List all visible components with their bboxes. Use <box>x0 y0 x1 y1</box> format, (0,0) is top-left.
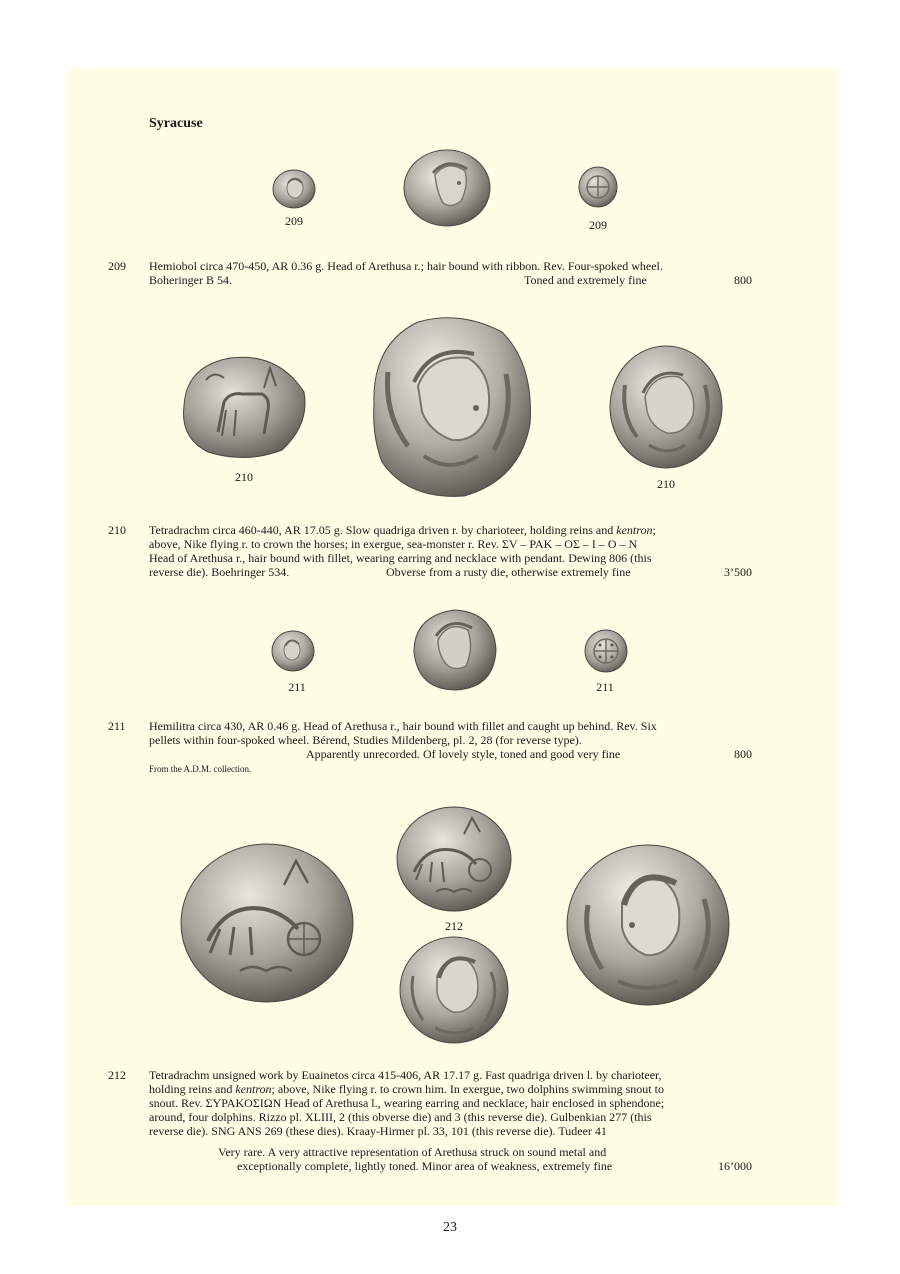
description-line: pellets within four-spoked wheel. Bérend, Studies Mildenberg, pl. 2, 28 (for reverse type). <box>149 733 582 747</box>
section-title: Syracuse <box>149 116 203 131</box>
estimate-price: 16’000 <box>718 1159 752 1173</box>
condition-text: Toned and extremely fine <box>524 273 647 287</box>
plate-label: 211 <box>596 680 614 694</box>
description-italic: kentron <box>616 523 653 537</box>
lot-description <box>149 1068 752 1138</box>
description-line: Head of Arethusa r., hair bound with fillet, wearing earring and necklace with pendant. Dewing 806 (this <box>149 551 652 565</box>
plate-label: 209 <box>285 214 303 228</box>
lot-number: 209 <box>108 259 126 273</box>
description-line: around, four dolphins. Rizzo pl. XLIII, 2 (this obverse die) and 3 (this reverse die). Gulbenkian 277 (this <box>149 1110 652 1124</box>
description-line: Hemiobol circa 470-450, AR 0.36 g. Head of Arethusa r.; hair bound with ribbon. Rev. Four-spoked wheel. <box>149 259 663 273</box>
description-line: Tetradrachm unsigned work by Euainetos circa 415-406, AR 17.17 g. Fast quadriga driven l. by charioteer, <box>149 1068 662 1082</box>
condition-text: exceptionally complete, lightly toned. Minor area of weakness, extremely fine <box>237 1159 613 1173</box>
coin-212-obverse-small <box>396 806 512 912</box>
estimate-price: 3’500 <box>724 565 752 579</box>
description-line: Hemilitra circa 430, AR 0.46 g. Head of Arethusa r., hair bound with fillet and caught up behind. Rev. Six <box>149 719 657 733</box>
coin-211-obverse-large <box>410 608 498 692</box>
coin-210-reverse-small <box>609 345 723 469</box>
coin-209-obverse-small <box>272 169 316 209</box>
lot-number: 212 <box>108 1068 126 1082</box>
plate-label: 210 <box>235 470 253 484</box>
description-text: holding reins and <box>149 1082 236 1096</box>
plate-label: 209 <box>589 218 607 232</box>
coin-210-obverse-quadriga <box>178 354 310 462</box>
description-line: reverse die). Boehringer 534. <box>149 565 290 579</box>
description-line <box>149 523 752 537</box>
coin-212-reverse-large <box>566 843 730 1007</box>
description-line: above, Nike flying r. to crown the horses; in exergue, sea-monster r. Rev. ΣV – PAK – OΣ – I – O – N <box>149 537 638 551</box>
lot-number: 211 <box>108 719 126 733</box>
condition-text: Very rare. A very attractive representation of Arethusa struck on sound metal and <box>218 1145 607 1159</box>
page-number: 23 <box>443 1220 457 1235</box>
description-line <box>149 1082 752 1096</box>
description-line: reverse die). SNG ANS 269 (these dies). Kraay-Hirmer pl. 33, 101 (this reverse die). Tudeer 41 <box>149 1124 607 1138</box>
estimate-price: 800 <box>734 747 752 761</box>
plate-label: 212 <box>445 919 463 933</box>
description-text: ; <box>652 523 656 537</box>
lot-number: 210 <box>108 523 126 537</box>
description-text: Tetradrachm circa 460-440, AR 17.05 g. Slow quadriga driven r. by charioteer, holding reins and <box>149 523 617 537</box>
coin-212-obverse-large <box>180 843 354 1003</box>
estimate-price: 800 <box>734 273 752 287</box>
coin-212-reverse-small <box>399 936 509 1044</box>
plate-label: 211 <box>288 680 306 694</box>
description-italic: kentron <box>235 1082 272 1096</box>
description-text: ; above, Nike flying r. to crown him. In exergue, two dolphins swimming snout to <box>271 1082 664 1096</box>
coin-211-reverse <box>584 629 628 673</box>
condition-text: Obverse from a rusty die, otherwise extremely fine <box>386 565 631 579</box>
lot-description <box>149 259 752 287</box>
coin-211-obverse-small <box>271 630 315 672</box>
coin-209-obverse-large <box>403 149 491 227</box>
description-line: snout. Rev. ΣYPAKOΣIΩN Head of Arethusa l., wearing earring and necklace, hair enclosed in sphendone; <box>149 1096 665 1110</box>
lot-description <box>149 719 752 747</box>
coin-210-reverse-large <box>364 314 536 500</box>
coin-209-reverse <box>578 166 618 208</box>
condition-text: Apparently unrecorded. Of lovely style, toned and good very fine <box>306 747 621 761</box>
provenance-note: From the A.D.M. collection. <box>149 764 252 774</box>
description-line: Boheringer B 54. <box>149 273 232 287</box>
plate-label: 210 <box>657 477 675 491</box>
